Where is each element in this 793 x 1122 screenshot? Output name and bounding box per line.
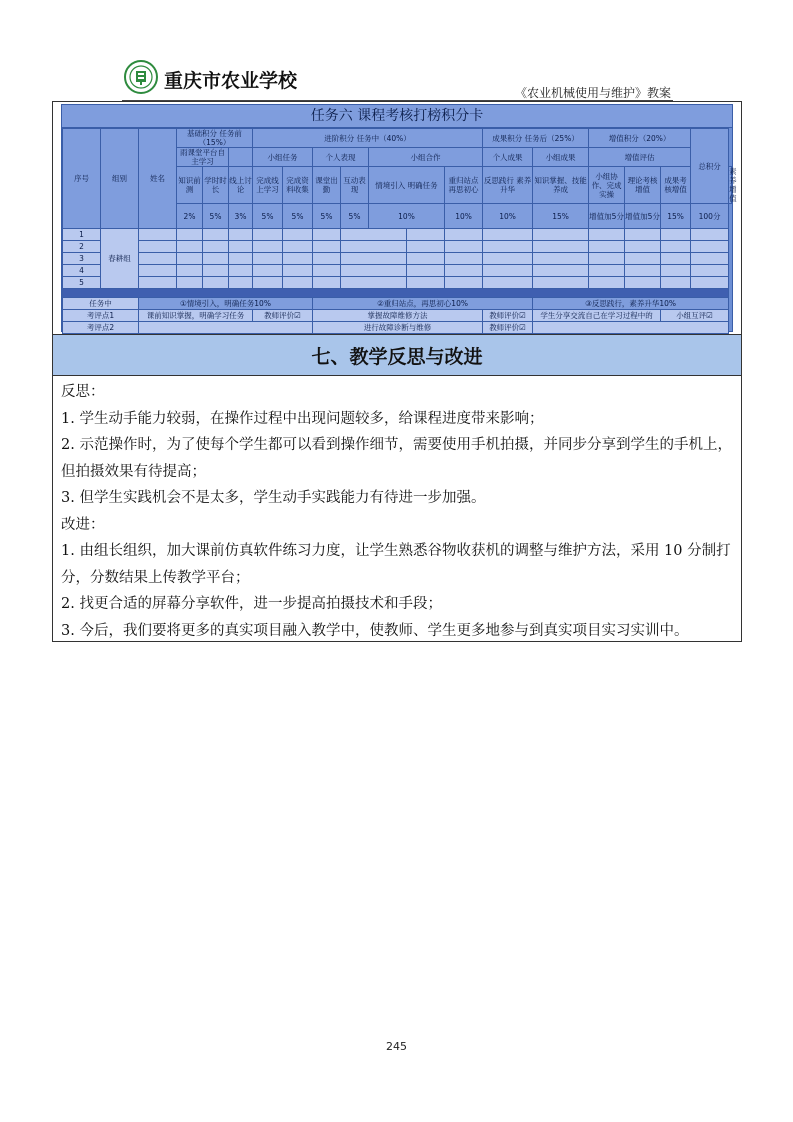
assess-row-2 — [63, 322, 732, 334]
table-row — [63, 265, 732, 277]
subgroup-team-result: 小组成果 — [533, 148, 589, 167]
group-basic: 基础积分 任务前（15%） — [177, 129, 253, 148]
item-3: 完成线上学习 — [253, 167, 283, 204]
table-row — [63, 229, 732, 241]
group-name: 春耕组 — [101, 229, 139, 289]
item-9: 反思践行 素养升华 — [483, 167, 533, 204]
row-seq: 5 — [63, 277, 101, 289]
weight-8: 10% — [445, 204, 483, 229]
col-name-header: 姓名 — [139, 129, 177, 229]
assess2-label: 考评点2 — [63, 322, 139, 334]
reflection-item: 1. 学生动手能力较弱，在操作过程中出现问题较多，给课程进度带来影响； — [61, 410, 544, 427]
assess1-label: 考评点1 — [63, 310, 139, 322]
assess1-item-1: 教师评价☑ — [253, 310, 313, 322]
table-row — [63, 277, 732, 289]
item-10: 知识掌握、技能养成 — [533, 167, 589, 204]
reflection-label: 反思： — [61, 384, 105, 400]
school-emblem-icon — [124, 60, 158, 94]
row-seq: 4 — [63, 265, 101, 277]
weight-1: 5% — [203, 204, 229, 229]
item-7: 情境引入 明确任务 — [369, 167, 445, 204]
row-seq: 3 — [63, 253, 101, 265]
assess-row-1 — [63, 310, 732, 322]
page-number: 245 — [386, 1040, 407, 1053]
subgroup-value-eval: 增值评估 — [589, 148, 691, 167]
subgroup-team-task: 小组任务 — [253, 148, 313, 167]
weight-6: 5% — [341, 204, 369, 229]
subgroup-cooperation: 小组合作 — [369, 148, 483, 167]
weight-3: 5% — [253, 204, 283, 229]
reflection-item: 3. 但学生实践机会不是太多，学生动手实践能力有待进一步加强。 — [61, 490, 486, 506]
weight-13: 15% — [661, 204, 691, 229]
weight-7: 10% — [369, 204, 445, 229]
group-result: 成果积分 任务后（25%） — [483, 129, 589, 148]
improvement-item: 1. 由组长组织，加大课前仿真软件练习力度，让学生熟悉谷物收获机的调整与维护方法，采用 10 分制打分，分数结果上传教学平台； — [61, 543, 731, 586]
course-title: 《农业机械使用与维护》教案 — [514, 86, 671, 100]
weight-4: 5% — [283, 204, 313, 229]
reflection-body — [61, 379, 737, 644]
table-row — [63, 253, 732, 265]
table-row — [63, 241, 732, 253]
subgroup-personal-result: 个人成果 — [483, 148, 533, 167]
improvement-label: 改进： — [61, 516, 105, 533]
item-12: 理论考核增值 — [625, 167, 661, 204]
table-divider-band — [63, 289, 729, 298]
item-1: 学时时长 — [203, 167, 229, 204]
weight-5: 5% — [313, 204, 341, 229]
stage-1: ①情境引入，明确任务10% — [139, 298, 313, 310]
score-card-table — [62, 128, 737, 346]
col-total-header: 总积分 — [691, 129, 729, 204]
row-seq: 1 — [63, 229, 101, 241]
stage-2: ②重归站点，再思初心10% — [313, 298, 533, 310]
stage-3: ③反思践行，素养升华10% — [533, 298, 729, 310]
assess1-item-0: 课前知识掌握，明确学习任务 — [139, 310, 253, 322]
item-11: 小组协作、完成实操 — [589, 167, 625, 204]
task-stage-row — [63, 298, 732, 310]
col-seq-header: 序号 — [63, 129, 101, 229]
assess1-item-4: 学生分享交流自己在学习过程中的 — [533, 310, 661, 322]
weight-9: 10% — [483, 204, 533, 229]
reflection-item: 2. 示范操作时，为了使每个学生都可以看到操作细节，需要使用手机拍摄，并同步分享到学生的手机上，但拍摄效果有待提高； — [61, 437, 732, 480]
assess2-item-0: 进行故障诊断与维修 — [313, 322, 483, 334]
weight-10: 15% — [533, 204, 589, 229]
assess1-item-3: 教师评价☑ — [483, 310, 533, 322]
score-card-image — [61, 104, 737, 332]
row-seq: 2 — [63, 241, 101, 253]
assess2-item-1: 教师评价☑ — [483, 322, 533, 334]
page-header — [0, 0, 793, 102]
weight-12: 增值加5分 — [625, 204, 661, 229]
item-8: 重归站点 再思初心 — [445, 167, 483, 204]
improvement-item: 3. 今后，我们要将更多的真实项目融入教学中，使教师、学生更多地参与到真实项目实习实训中。 — [61, 622, 689, 639]
item-6: 互动表现 — [341, 167, 369, 204]
item-14: 素养增值 — [729, 167, 737, 203]
item-2: 线上讨论 — [229, 167, 253, 204]
item-0: 知识前测 — [177, 167, 203, 204]
lesson-plan-frame — [52, 101, 742, 642]
assess1-item-2: 掌握故障维修方法 — [313, 310, 483, 322]
improvement-item: 2. 找更合适的屏幕分享软件，进一步提高拍摄技术和手段； — [61, 596, 442, 612]
assess1-item-5: 小组互评☑ — [661, 310, 729, 322]
col-group-header: 组别 — [101, 129, 139, 229]
weight-0: 2% — [177, 204, 203, 229]
stage-label: 任务中 — [63, 298, 139, 310]
subgroup-self-study: 雨课堂平台自主学习 — [177, 148, 229, 167]
group-value-added: 增值积分（20%） — [589, 129, 691, 148]
group-advanced: 进阶积分 任务中（40%） — [253, 129, 483, 148]
section-heading: 七、教学反思与改进 — [53, 334, 741, 376]
weight-14: 100分 — [691, 204, 729, 229]
item-4: 完成资料收集 — [283, 167, 313, 204]
item-13: 成果考核增值 — [661, 167, 691, 204]
subgroup-personal: 个人表现 — [313, 148, 369, 167]
score-card-title: 任务六 课程考核打榜积分卡 — [62, 105, 732, 128]
weight-11: 增值加5分 — [589, 204, 625, 229]
school-name: 重庆市农业学校 — [164, 70, 298, 92]
weight-2: 3% — [229, 204, 253, 229]
item-5: 课堂出勤 — [313, 167, 341, 204]
